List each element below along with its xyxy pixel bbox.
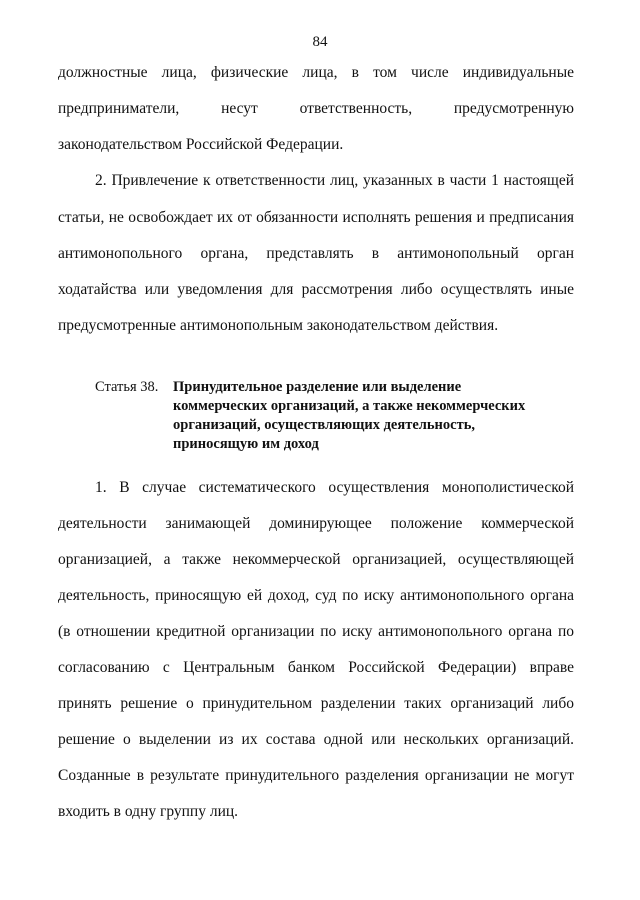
text-line: решение о выделении из их состава одной или нескольких организаций. xyxy=(58,731,574,748)
text-line: согласованию с Центральным банком Российской Федерации) вправе xyxy=(58,659,574,676)
text-line: должностные лица, физические лица, в том числе индивидуальные xyxy=(58,64,574,81)
text-line: 2. Привлечение к ответственности лиц, указанных в части 1 настоящей xyxy=(95,172,574,189)
text-line: 1. В случае систематического осуществления монополистической xyxy=(95,479,574,496)
text-line: (в отношении кредитной организации по иску антимонопольного органа по xyxy=(58,623,574,640)
text-line: законодательством Российской Федерации. xyxy=(58,136,344,153)
article-title xyxy=(173,378,525,454)
article-title-line: Принудительное разделение или выделение xyxy=(173,379,462,395)
text-line: предусмотренные антимонопольным законодательством действия. xyxy=(58,317,499,334)
article-title-line: приносящую им доход xyxy=(173,436,319,452)
article-label: Статья 38. xyxy=(95,379,159,395)
text-line: организацией, а также некоммерческой организацией, осуществляющей xyxy=(58,551,574,568)
text-line: входить в одну группу лиц. xyxy=(58,803,239,820)
text-line: деятельность, приносящую ей доход, суд по иску антимонопольного органа xyxy=(58,587,574,604)
text-line: принять решение о принудительном разделении таких организаций либо xyxy=(58,695,574,712)
page-number: 84 xyxy=(312,34,328,50)
article-title-line: коммерческих организаций, а также некоммерческих xyxy=(173,398,526,414)
text-line: Созданные в результате принудительного разделения организации не могут xyxy=(58,767,574,784)
text-line: ходатайства или уведомления для рассмотрения либо осуществлять иные xyxy=(58,281,574,298)
text-line: антимонопольного органа, представлять в антимонопольный орган xyxy=(58,245,574,262)
text-line: предприниматели, несут ответственность, предусмотренную xyxy=(58,100,574,117)
text-line: деятельности занимающей доминирующее положение коммерческой xyxy=(58,515,574,532)
article-title-line: организаций, осуществляющих деятельность, xyxy=(173,417,476,433)
text-line: статьи, не освобождает их от обязанности исполнять решения и предписания xyxy=(58,209,574,226)
